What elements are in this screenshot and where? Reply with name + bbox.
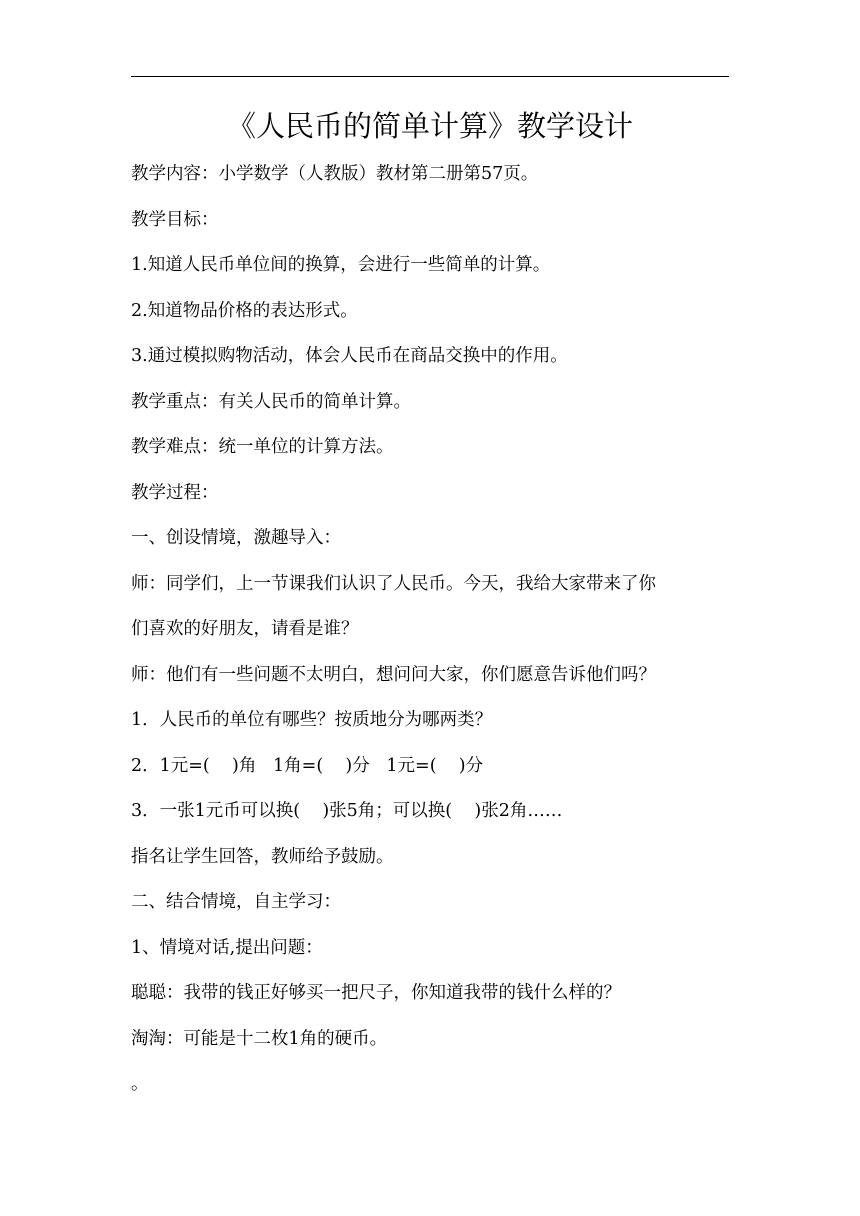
difficulty-line: 教学难点：统一单位的计算方法。: [131, 437, 394, 457]
dialogue-line: 聪聪：我带的钱正好够买一把尺子，你知道我带的钱什么样的？: [131, 983, 621, 1003]
paragraph-line: 指名让学生回答，教师给予鼓励。: [131, 846, 394, 867]
content-line: 教学内容：小学数学（人教版）教材第二册第57页。: [131, 164, 539, 184]
paragraph-line: 师：他们有一些问题不太明白，想问问大家，你们愿意告诉他们吗？: [131, 664, 656, 685]
header-rule: [131, 76, 729, 77]
objectives-heading: 教学目标：: [131, 209, 219, 230]
objective-item: 1.知道人民币单位间的换算，会进行一些简单的计算。: [131, 255, 551, 275]
document-body: [131, 152, 731, 1108]
section-heading: 二、结合情境，自主学习：: [131, 892, 341, 912]
section-heading: 一、创设情境，激趣导入：: [131, 528, 341, 548]
objective-item: 3.通过模拟购物活动，体会人民币在商品交换中的作用。: [131, 346, 568, 366]
subsection-heading: 1、情境对话,提出问题：: [131, 937, 323, 958]
paragraph-line: 们喜欢的好朋友，请看是谁？: [131, 619, 359, 639]
document-title: 《人民币的简单计算》教学设计: [226, 109, 633, 143]
question-item: 3．一张1元币可以换( )张5角；可以换( )张2角……: [131, 801, 563, 821]
key-point-line: 教学重点：有关人民币的简单计算。: [131, 391, 411, 412]
dialogue-line: 淘淘：可能是十二枚1角的硬币。: [131, 1028, 388, 1049]
paragraph-line: 师：同学们，上一节课我们认识了人民币。今天，我给大家带来了你: [131, 573, 656, 594]
question-item: 2．1元=( )角 1角=( )分 1元=( )分: [131, 755, 484, 776]
process-heading: 教学过程：: [131, 482, 219, 503]
objective-item: 2.知道物品价格的表达形式。: [131, 300, 358, 321]
trailing-mark: 。: [131, 1074, 149, 1094]
question-item: 1．人民币的单位有哪些？按质地分为哪两类？: [131, 710, 493, 730]
